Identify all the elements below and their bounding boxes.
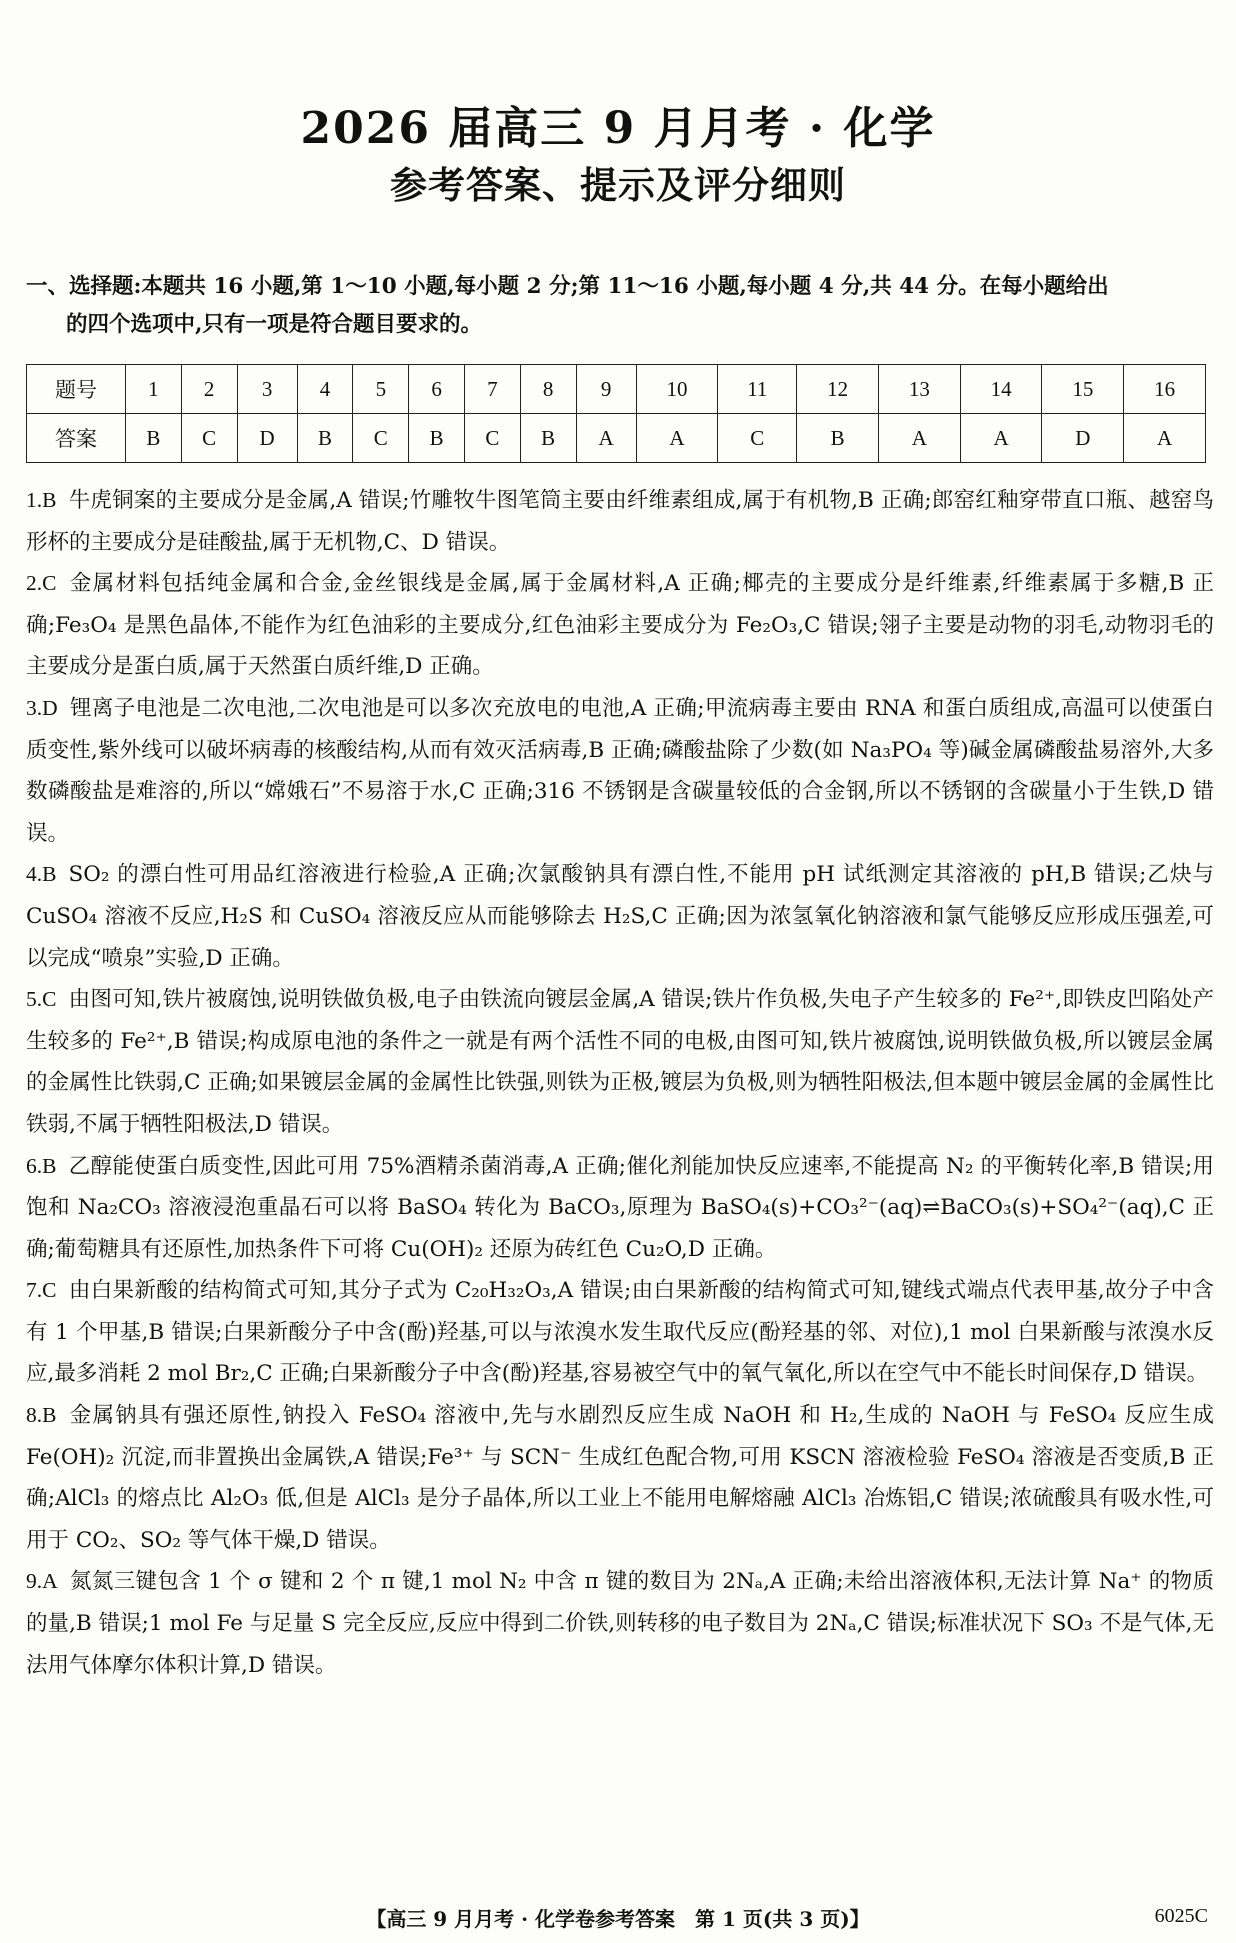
answer-table	[26, 364, 1206, 463]
explanation-text: 锂离子电池是二次电池,二次电池是可以多次充放电的电池,A 正确;甲流病毒主要由 RNA 和蛋白质组成,高温可以使蛋白质变性,紫外线可以破坏病毒的核酸结构,从而有效灭活病毒,B 正确;磷酸盐除了少数(如 Na₃PO₄ 等)碱金属磷酸盐易溶外,大多数磷酸盐是难溶的,所以“嫦娥石”不易溶于水,C 正确;316 不锈钢是含碳量较低的合金钢,所以不锈钢的含碳量小于生铁,D 错误。	[26, 695, 1214, 846]
page-subtitle: 参考答案、提示及评分细则	[390, 163, 846, 207]
explanation-text: 金属钠具有强还原性,钠投入 FeSO₄ 溶液中,先与水剧烈反应生成 NaOH 和 H₂,生成的 NaOH 与 FeSO₄ 反应生成 Fe(OH)₂ 沉淀,而非置换出金属铁,A 错误;Fe³⁺ 与 SCN⁻ 生成红色配合物,可用 KSCN 溶液检验 FeSO₄ 溶液是否变质,B 正确;AlCl₃ 的熔点比 Al₂O₃ 低,但是 AlCl₃ 是分子晶体,所以工业上不能用电解熔融 AlCl₃ 冶炼铝,C 错误;浓硫酸具有吸水性,可用于 CO₂、SO₂ 等气体干燥,D 错误。	[26, 1403, 1214, 1553]
answer-cell: B	[126, 414, 182, 463]
explanation-text: 由白果新酸的结构简式可知,其分子式为 C₂₀H₃₂O₃,A 错误;由白果新酸的结构简式可知,键线式端点代表甲基,故分子中含有 1 个甲基,B 错误;白果新酸分子中含(酚)羟基,可以与浓溴水发生取代反应(酚羟基的邻、对位),1 mol 白果新酸与浓溴水反应,最多消耗 2 mol Br₂,C 正确;白果新酸分子中含(酚)羟基,容易被空气中的氧气氧化,所以在空气中不能长时间保存,D 错误。	[26, 1278, 1214, 1387]
question-number: 9	[576, 365, 636, 414]
question-number-row	[27, 365, 1206, 414]
answer-cell: A	[636, 414, 718, 463]
explanation-label: 4.B	[26, 862, 57, 887]
explanation-label: 6.B	[26, 1153, 57, 1178]
answer-cell: C	[353, 414, 409, 463]
document-code: 6025C	[1154, 1905, 1208, 1927]
answer-cell: D	[1042, 414, 1124, 463]
explanation-text: 由图可知,铁片被腐蚀,说明铁做负极,电子由铁流向镀层金属,A 错误;铁片作负极,失电子产生较多的 Fe²⁺,即铁皮凹陷处产生较多的 Fe²⁺,B 错误;构成原电池的条件之一就是有两个活性不同的电极,由图可知,铁片被腐蚀,说明铁做负极,所以镀层金属的金属性比铁弱,C 正确;如果镀层金属的金属性比铁强,则铁为正极,镀层为负极,则为牺牲阳极法,但本题中镀层金属的金属性比铁弱,不属于牺牲阳极法,D 错误。	[26, 987, 1214, 1137]
question-number: 5	[353, 365, 409, 414]
explanation-item	[26, 1561, 1214, 1686]
question-number: 3	[237, 365, 297, 414]
answer-cell: D	[237, 414, 297, 463]
question-number: 12	[797, 365, 879, 414]
question-number: 2	[181, 365, 237, 414]
section-line-2: 的四个选项中,只有一项是符合题目要求的。	[66, 312, 482, 337]
answer-cell: B	[520, 414, 576, 463]
answer-cell: B	[797, 414, 879, 463]
question-number: 4	[297, 365, 353, 414]
explanation-item	[26, 688, 1214, 854]
page-title: 2026 届高三 9 月月考 · 化学	[300, 103, 936, 154]
explanation-label: 5.C	[26, 987, 57, 1012]
question-number: 8	[520, 365, 576, 414]
section-line-1: 一、选择题:本题共 16 小题,第 1～10 小题,每小题 2 分;第 11～16 小题,每小题 4 分,共 44 分。在每小题给出	[26, 274, 1109, 299]
row-label-answer: 答案	[27, 414, 126, 463]
explanations	[26, 480, 1214, 1686]
answer-cell: C	[181, 414, 237, 463]
question-number: 11	[718, 365, 797, 414]
explanation-label: 1.B	[26, 488, 57, 512]
answer-cell: C	[718, 414, 797, 463]
answer-cell: A	[576, 414, 636, 463]
question-number: 1	[126, 365, 182, 414]
answer-row	[27, 414, 1206, 463]
explanation-item	[26, 979, 1214, 1145]
explanation-label: 2.C	[26, 571, 57, 596]
question-number: 14	[960, 365, 1042, 414]
answer-cell: A	[960, 414, 1042, 463]
answer-cell: B	[297, 414, 353, 463]
question-number: 10	[636, 365, 718, 414]
explanation-item	[26, 1270, 1214, 1395]
explanation-item	[26, 1146, 1214, 1271]
explanation-text: 牛虎铜案的主要成分是金属,A 错误;竹雕牧牛图笔筒主要由纤维素组成,属于有机物,B 正确;郎窑红釉穿带直口瓶、越窑鸟形杯的主要成分是硅酸盐,属于无机物,C、D 错误。	[26, 488, 1214, 555]
explanation-item	[26, 480, 1214, 563]
question-number: 15	[1042, 365, 1124, 414]
explanation-text: 氮氮三键包含 1 个 σ 键和 2 个 π 键,1 mol N₂ 中含 π 键的数目为 2Nₐ,A 正确;未给出溶液体积,无法计算 Na⁺ 的物质的量,B 错误;1 mol Fe 与足量 S 完全反应,反应中得到二价铁,则转移的电子数目为 2Nₐ,C 错误;标准状况下 SO₃ 不是气体,无法用气体摩尔体积计算,D 错误。	[26, 1569, 1214, 1678]
answer-cell: C	[464, 414, 520, 463]
page-footer: 【高三 9 月月考 · 化学卷参考答案 第 1 页(共 3 页)】	[366, 1907, 870, 1931]
answer-cell: A	[1124, 414, 1206, 463]
section-heading	[26, 268, 1210, 344]
answer-cell: B	[409, 414, 465, 463]
explanation-item	[26, 854, 1214, 979]
explanation-label: 8.B	[26, 1403, 57, 1428]
explanation-item	[26, 563, 1214, 688]
explanation-text: 乙醇能使蛋白质变性,因此可用 75%酒精杀菌消毒,A 正确;催化剂能加快反应速率,不能提高 N₂ 的平衡转化率,B 错误;用饱和 Na₂CO₃ 溶液浸泡重晶石可以将 BaSO₄ 转化为 BaCO₃,原理为 BaSO₄(s)+CO₃²⁻(aq)⇌BaCO₃(s)+SO₄²⁻(aq),C 正确;葡萄糖具有还原性,加热条件下可将 Cu(OH)₂ 还原为砖红色 Cu₂O,D 正确。	[26, 1153, 1214, 1262]
question-number: 13	[878, 365, 960, 414]
question-number: 7	[464, 365, 520, 414]
explanation-item	[26, 1395, 1214, 1561]
explanation-text: 金属材料包括纯金属和合金,金丝银线是金属,属于金属材料,A 正确;椰壳的主要成分是纤维素,纤维素属于多糖,B 正确;Fe₃O₄ 是黑色晶体,不能作为红色油彩的主要成分,红色油彩主要成分为 Fe₂O₃,C 错误;翎子主要是动物的羽毛,动物羽毛的主要成分是蛋白质,属于天然蛋白质纤维,D 正确。	[26, 571, 1214, 680]
explanation-label: 3.D	[26, 695, 58, 720]
question-number: 6	[409, 365, 465, 414]
explanation-label: 7.C	[26, 1278, 57, 1303]
row-label-number: 题号	[27, 365, 126, 414]
explanation-label: 9.A	[26, 1569, 58, 1594]
answer-cell: A	[878, 414, 960, 463]
question-number: 16	[1124, 365, 1206, 414]
explanation-text: SO₂ 的漂白性可用品红溶液进行检验,A 正确;次氯酸钠具有漂白性,不能用 pH 试纸测定其溶液的 pH,B 错误;乙炔与 CuSO₄ 溶液不反应,H₂S 和 CuSO₄ 溶液反应从而能够除去 H₂S,C 正确;因为浓氢氧化钠溶液和氯气能够反应形成压强差,可以完成“喷泉”实验,D 正确。	[26, 862, 1214, 971]
